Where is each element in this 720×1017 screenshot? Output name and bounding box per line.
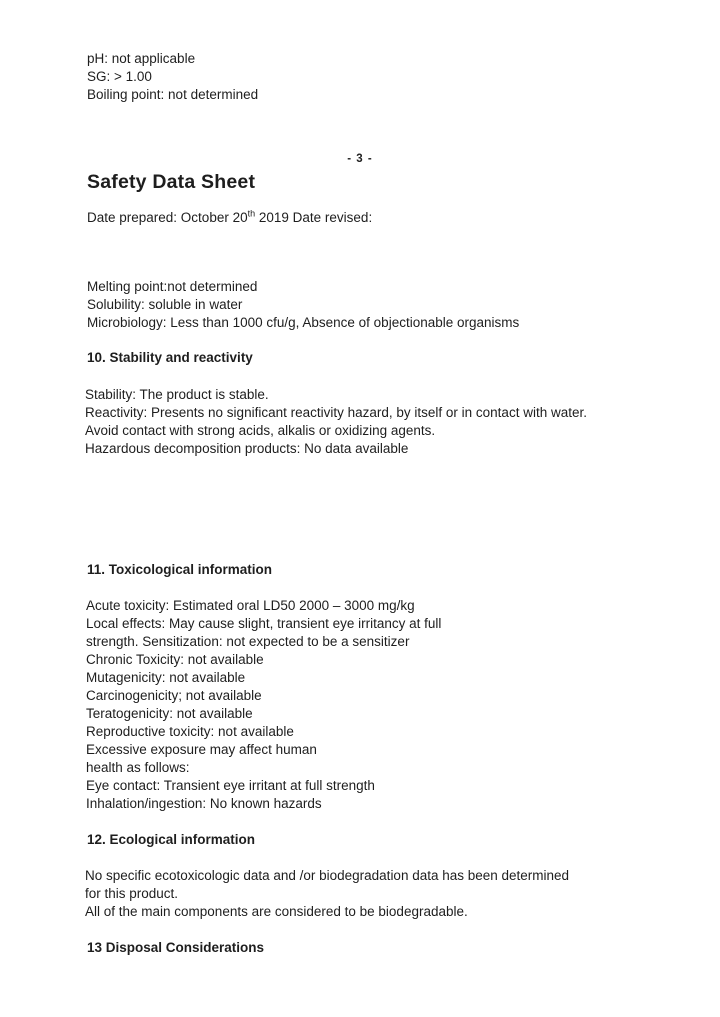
text-line: strength. Sensitization: not expected to be a sensitizer [86, 634, 410, 649]
date-prepared-text: Date prepared: October 20 [87, 210, 248, 225]
section-heading-ecological: 12. Ecological information [87, 832, 256, 847]
physical-properties-block [87, 278, 720, 332]
text-line: Carcinogenicity; not available [86, 688, 262, 703]
date-line [87, 209, 720, 227]
text-line: pH: not applicable [87, 51, 196, 66]
page-number: - 3 - [347, 153, 373, 165]
text-line: Eye contact: Transient eye irritant at full strength [86, 778, 375, 793]
text-line: Local effects: May cause slight, transient eye irritancy at full [86, 616, 442, 631]
text-line: Mutagenicity: not available [86, 670, 246, 685]
text-line: Hazardous decomposition products: No data available [85, 441, 409, 456]
date-revised-text: 2019 Date revised: [255, 210, 373, 225]
text-line: Reactivity: Presents no significant reactivity hazard, by itself or in contact with water. [85, 405, 587, 420]
text-line: Solubility: soluble in water [87, 297, 243, 312]
date-ordinal-superscript: th [247, 208, 256, 219]
text-line: Avoid contact with strong acids, alkalis or oxidizing agents. [85, 423, 436, 438]
text-line: Reproductive toxicity: not available [86, 724, 294, 739]
section-body-toxicological [86, 597, 720, 813]
physical-properties-block-top [87, 50, 720, 104]
text-line: Inhalation/ingestion: No known hazards [86, 796, 322, 811]
text-line: Excessive exposure may affect human [86, 742, 317, 757]
section-body-stability-reactivity [85, 386, 720, 458]
text-line: Microbiology: Less than 1000 cfu/g, Absence of objectionable organisms [87, 315, 520, 330]
text-line: health as follows: [86, 760, 190, 775]
text-line: Chronic Toxicity: not available [86, 652, 264, 667]
text-line: Boiling point: not determined [87, 87, 259, 102]
text-line: Teratogenicity: not available [86, 706, 253, 721]
section-heading-stability-reactivity: 10. Stability and reactivity [87, 350, 253, 365]
text-line: SG: > 1.00 [87, 69, 152, 84]
text-line: for this product. [85, 886, 179, 901]
text-line: All of the main components are considered to be biodegradable. [85, 904, 468, 919]
page-title: Safety Data Sheet [87, 171, 256, 193]
section-heading-disposal: 13 Disposal Considerations [87, 940, 265, 955]
text-line: No specific ecotoxicologic data and /or biodegradation data has been determined [85, 868, 570, 883]
text-line: Acute toxicity: Estimated oral LD50 2000 – 3000 mg/kg [86, 598, 415, 613]
text-line: Stability: The product is stable. [85, 387, 269, 402]
text-line: Melting point:not determined [87, 279, 258, 294]
section-heading-toxicological: 11. Toxicological information [87, 562, 273, 577]
section-body-ecological [85, 867, 720, 921]
